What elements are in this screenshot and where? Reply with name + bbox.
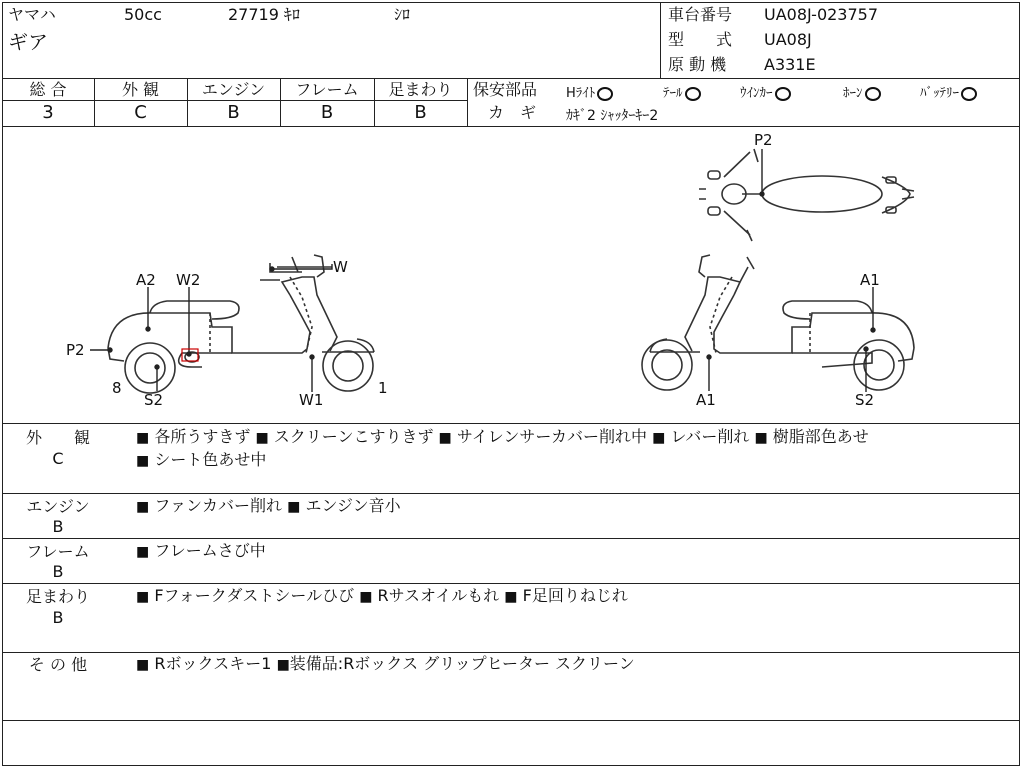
label-w: W <box>333 258 348 276</box>
body-color: ｼﾛ <box>394 5 411 24</box>
mileage: 27719 ｷﾛ <box>228 5 300 24</box>
engine-value: A331E <box>764 55 816 74</box>
remark-grade-exterior: C <box>52 449 64 468</box>
frame-no: UA08J-023757 <box>764 5 879 24</box>
label-s2-left: S2 <box>144 391 164 409</box>
ok-circle-icon <box>961 87 977 101</box>
label-p2-top: P2 <box>754 131 773 149</box>
label-8: 8 <box>112 379 122 397</box>
model-name: ギア <box>8 30 48 54</box>
remark-label-exterior: 外 観 <box>25 428 90 447</box>
safety-item-horn: ﾎｰﾝ <box>843 82 881 101</box>
scooter-top-view <box>699 149 914 241</box>
grade-engine: B <box>227 102 240 123</box>
label-a1-bottom: A1 <box>696 391 716 409</box>
label-w1: W1 <box>299 391 324 409</box>
grade-exterior: C <box>134 102 147 123</box>
key-value: ｶｷﾞ2 ｼｬｯﾀｰｷｰ2 <box>566 108 659 124</box>
remark-line-frame: ■ フレームさび中 <box>136 541 266 560</box>
grade-header-frame: フレーム <box>295 80 359 99</box>
remark-grade-frame: B <box>52 562 64 581</box>
key-label: カ ギ <box>488 103 537 122</box>
remark-label-suspension: 足まわり <box>25 587 90 606</box>
grade-suspension: B <box>414 102 427 123</box>
scooter-diagram <box>2 127 1020 423</box>
safety-item-winker: ｳｲﾝｶｰ <box>740 82 791 101</box>
safety-item-battery: ﾊﾞｯﾃﾘｰ <box>920 82 977 101</box>
grade-header-exterior: 外 観 <box>121 80 160 99</box>
label-s2-right: S2 <box>855 391 875 409</box>
remark-line-suspension: ■ Fフォークダストシールひび ■ Rサスオイルもれ ■ F足回りねじれ <box>136 586 628 605</box>
frame-no-label: 車台番号 <box>668 5 733 24</box>
engine-label: 原 動 機 <box>668 55 727 74</box>
type-value: UA08J <box>764 30 812 49</box>
ok-circle-icon <box>597 87 613 101</box>
label-w2: W2 <box>176 271 201 289</box>
label-a1-right: A1 <box>860 271 880 289</box>
label-p2-side: P2 <box>66 341 85 359</box>
safety-label: 保安部品 <box>473 80 538 99</box>
type-label: 型 式 <box>668 30 733 49</box>
grade-overall: 3 <box>42 102 54 123</box>
remark-label-frame: フレーム <box>26 542 90 561</box>
remark-grade-suspension: B <box>52 608 64 627</box>
grade-header-suspension: 足まわり <box>388 80 453 99</box>
grade-header-engine: エンジン <box>201 80 266 99</box>
grade-frame: B <box>320 102 334 123</box>
ok-circle-icon <box>775 87 791 101</box>
remark-line-other: ■ Rボックスキー1 ■装備品:Rボックス グリップヒーター スクリーン <box>136 654 635 673</box>
maker: ヤマハ <box>8 5 56 24</box>
ok-circle-icon <box>685 87 701 101</box>
label-a2: A2 <box>136 271 156 289</box>
remark-line-exterior-2: ■ シート色あせ中 <box>136 450 267 469</box>
safety-item-headlight: Hﾗｲﾄ <box>566 82 613 101</box>
safety-item-tail: ﾃｰﾙ <box>663 82 701 101</box>
remark-line-engine: ■ ファンカバー削れ ■ エンジン音小 <box>136 496 401 515</box>
remark-label-engine: エンジン <box>26 497 90 516</box>
remark-label-other: そ の 他 <box>28 655 88 674</box>
grade-header-overall: 総 合 <box>29 80 67 99</box>
remark-grade-engine: B <box>52 517 64 536</box>
label-1: 1 <box>378 379 388 397</box>
ok-circle-icon <box>865 87 881 101</box>
remark-line-exterior-1: ■ 各所うすきず ■ スクリーンこすりきず ■ サイレンサーカバー削れ中 ■ レバー削れ ■ 樹脂部色あせ <box>136 427 869 446</box>
displacement: 50cc <box>124 5 162 24</box>
